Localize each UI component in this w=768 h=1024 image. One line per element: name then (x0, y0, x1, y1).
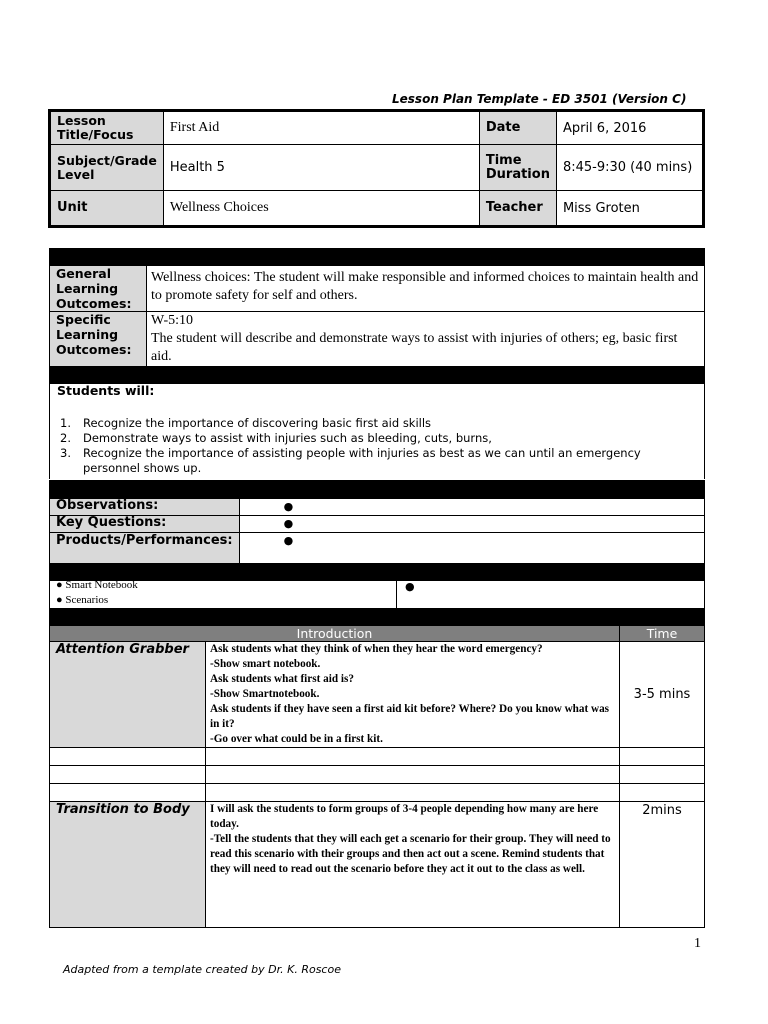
teacher-label: Teacher (479, 191, 556, 227)
products-value: ● (239, 533, 704, 564)
procedure-line: -Show Smartnotebook. (210, 688, 320, 700)
empty-cell (206, 748, 620, 766)
introduction-header: Introduction (50, 626, 620, 642)
key-questions-value: ● (239, 516, 704, 533)
empty-cell (620, 784, 705, 802)
unit-label: Unit (50, 191, 164, 227)
assessment-table (49, 480, 705, 581)
attention-grabber-content (206, 642, 620, 748)
subject-value: Health 5 (163, 145, 479, 191)
list-item: ● Scenarios (56, 594, 109, 606)
objectives-title: Students will: (57, 383, 155, 398)
list-number: 2. (60, 431, 71, 445)
transition-time: 2mins (620, 802, 705, 928)
attention-grabber-label: Attention Grabber (50, 642, 206, 748)
procedure-line: Ask students what they think of when they hear the word emergency? (210, 643, 543, 655)
unit-value: Wellness Choices (163, 191, 479, 227)
empty-cell (620, 766, 705, 784)
transition-label: Transition to Body (50, 802, 206, 928)
list-item: ● Smart Notebook (56, 579, 138, 591)
empty-cell (50, 748, 206, 766)
list-item (58, 416, 698, 431)
section-bar (50, 481, 705, 499)
procedure-line: -Show smart notebook. (210, 658, 321, 670)
outcomes-table (49, 248, 705, 384)
list-text: Recognize the importance of discovering basic first aid skills (83, 416, 432, 430)
materials-table (49, 577, 705, 609)
objectives-list (58, 416, 698, 476)
procedure-table (49, 608, 705, 928)
date-label: Date (479, 111, 556, 145)
section-bar (50, 249, 705, 266)
procedure-line: Ask students what first aid is? (210, 673, 354, 685)
list-text: Recognize the importance of assisting people with injuries as best as we can until an emergency personnel shows up. (83, 446, 641, 475)
general-outcomes-label: General Learning Outcomes: (50, 266, 147, 312)
specific-outcome-code: W-5:10 (151, 313, 193, 328)
lesson-info-table (48, 109, 705, 228)
procedure-line: -Tell the students that they will each get a scenario for their group. They will need to read this scenario with their groups and then act out a scene. Remind students that they will need to read out the scenario before they act it out to the class as well. (210, 833, 611, 875)
document-title: Lesson Plan Template - ED 3501 (Version C) (392, 92, 687, 106)
time-duration-value: 8:45-9:30 (40 mins) (556, 145, 703, 191)
list-number: 3. (60, 446, 71, 460)
objectives-block (49, 382, 705, 479)
page-number: 1 (694, 936, 701, 951)
observations-value: ● (239, 499, 704, 516)
date-value: April 6, 2016 (556, 111, 703, 145)
empty-cell (50, 784, 206, 802)
procedure-line: I will ask the students to form groups of 3-4 people depending how many are here today. (210, 803, 599, 830)
attention-grabber-time: 3-5 mins (620, 642, 705, 748)
products-label: Products/Performances: (50, 533, 240, 564)
empty-cell (620, 748, 705, 766)
section-bar (50, 609, 705, 626)
teacher-value: Miss Groten (556, 191, 703, 227)
observations-label: Observations: (50, 499, 240, 516)
materials-list (50, 578, 397, 609)
empty-cell (50, 766, 206, 784)
general-outcomes-text: Wellness choices: The student will make responsible and informed choices to maintain health and to promote safety for self and others. (147, 266, 705, 312)
lesson-title-label: Lesson Title/Focus (50, 111, 164, 145)
section-bar (50, 367, 705, 384)
lesson-title-value: First Aid (163, 111, 479, 145)
subject-label: Subject/Grade Level (50, 145, 164, 191)
time-duration-label: Time Duration (479, 145, 556, 191)
specific-outcome-text: The student will describe and demonstrate ways to assist with injuries of others; eg, basic first aid. (151, 331, 678, 364)
procedure-line: -Go over what could be in a first kit. (210, 733, 383, 745)
materials-right-cell: ● (397, 578, 705, 609)
footer-credit: Adapted from a template created by Dr. K. Roscoe (63, 963, 341, 976)
procedure-line: Ask students if they have seen a first aid kit before? Where? Do you know what was in it? (210, 703, 610, 730)
list-number: 1. (60, 416, 71, 430)
list-item (58, 431, 698, 446)
time-header: Time (620, 626, 705, 642)
specific-outcomes-label: Specific Learning Outcomes: (50, 312, 147, 367)
empty-cell (206, 766, 620, 784)
list-item (58, 446, 698, 476)
key-questions-label: Key Questions: (50, 516, 240, 533)
list-text: Demonstrate ways to assist with injuries such as bleeding, cuts, burns, (83, 431, 492, 445)
specific-outcomes-cell (147, 312, 705, 367)
transition-content (206, 802, 620, 928)
empty-cell (206, 784, 620, 802)
